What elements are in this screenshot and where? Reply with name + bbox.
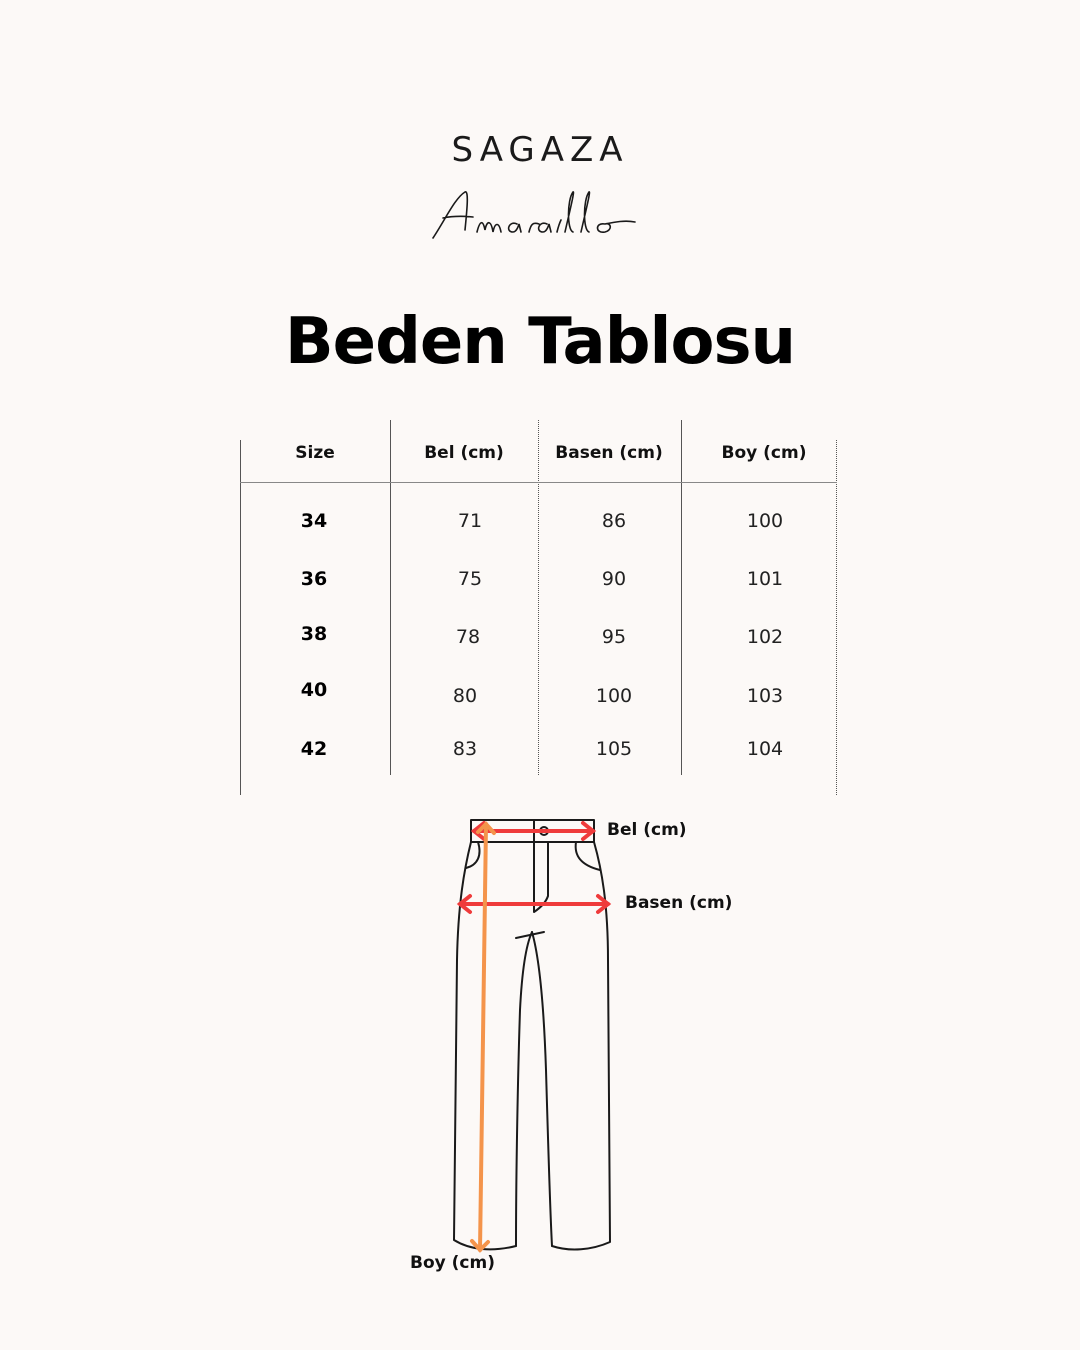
amarillo-script-logo: [425, 180, 655, 255]
basen-cell: 86: [601, 510, 627, 532]
boy-cell: 104: [746, 738, 784, 760]
basen-label: Basen (cm): [625, 893, 733, 913]
table-border-right: [836, 440, 837, 795]
size-cell: 36: [300, 568, 328, 590]
bel-cell: 75: [457, 568, 483, 590]
bel-cell: 71: [457, 510, 483, 532]
basen-cell: 95: [601, 626, 627, 648]
size-cell: 42: [300, 738, 328, 760]
table-divider: [681, 420, 682, 775]
pants-outline-icon: [440, 810, 640, 1260]
bel-cell: 80: [452, 685, 478, 707]
table-border-left: [240, 440, 241, 795]
boy-cell: 100: [746, 510, 784, 532]
page-title: Beden Tablosu: [284, 305, 796, 379]
boy-cell: 103: [746, 685, 784, 707]
boy-label: Boy (cm): [410, 1253, 495, 1273]
boy-cell: 102: [746, 626, 784, 648]
column-header-basen: Basen (cm): [555, 443, 663, 463]
column-header-bel: Bel (cm): [424, 443, 504, 463]
table-divider: [390, 420, 391, 775]
column-header-size: Size: [295, 443, 335, 463]
size-cell: 38: [300, 623, 328, 645]
header-rule: [240, 482, 837, 483]
basen-cell: 90: [601, 568, 627, 590]
size-cell: 34: [300, 510, 328, 532]
size-cell: 40: [300, 679, 328, 701]
boy-cell: 101: [746, 568, 784, 590]
basen-cell: 100: [595, 685, 633, 707]
bel-cell: 78: [455, 626, 481, 648]
bel-label: Bel (cm): [607, 820, 687, 840]
table-divider: [538, 420, 539, 775]
bel-cell: 83: [452, 738, 478, 760]
basen-cell: 105: [595, 738, 633, 760]
brand-logo: SAGAZA: [451, 130, 629, 170]
column-header-boy: Boy (cm): [721, 443, 807, 463]
